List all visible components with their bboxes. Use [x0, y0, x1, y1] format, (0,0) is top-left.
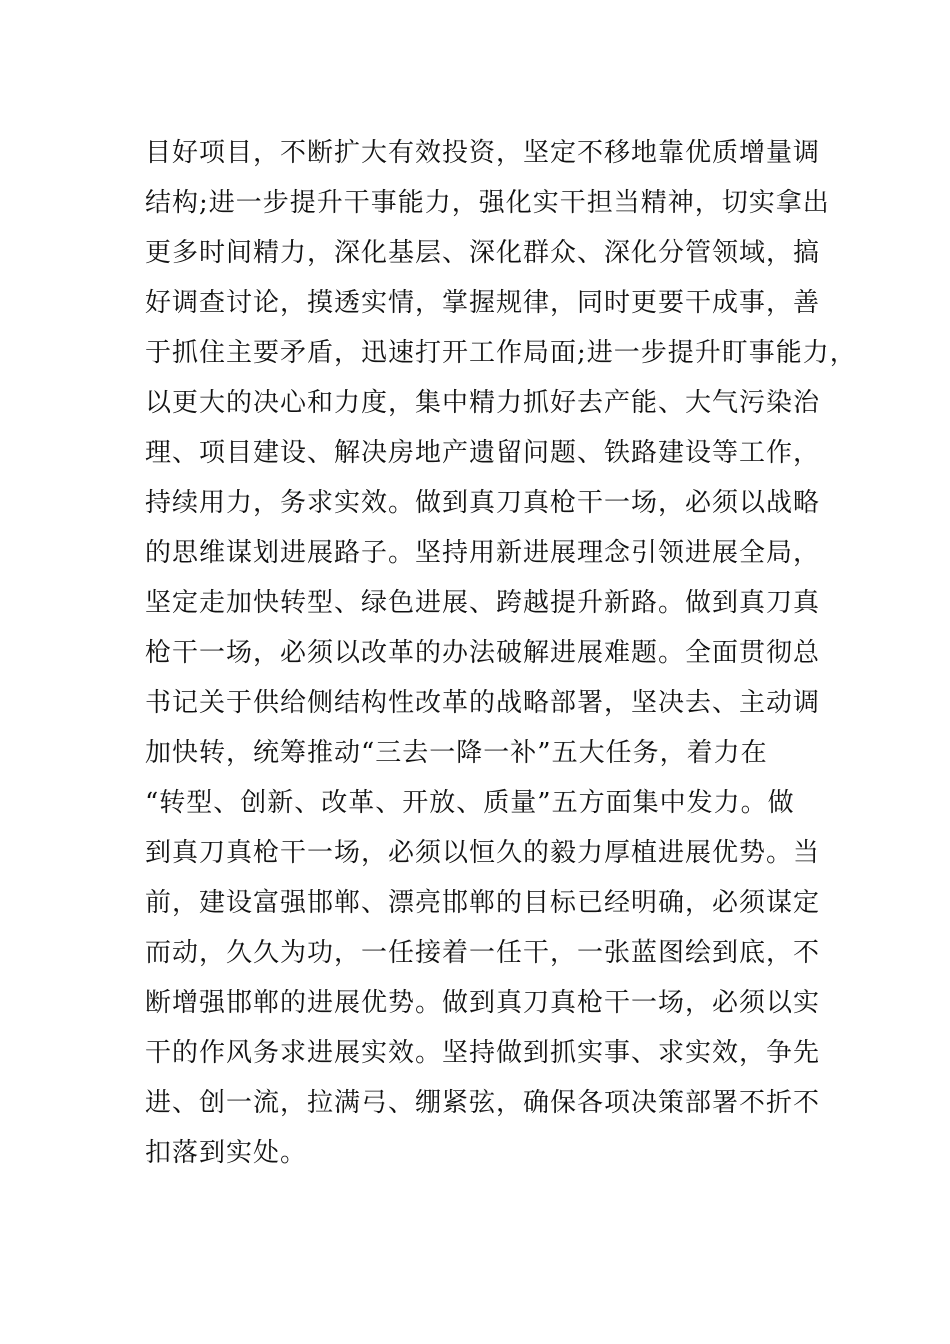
- paragraph-line: 更多时间精力，深化基层、深化群众、深化分管领域，搞: [145, 238, 821, 268]
- paragraph-line: 前，建设富强邯郸、漂亮邯郸的目标已经明确，必须谋定: [145, 888, 821, 918]
- paragraph-line: 目好项目，不断扩大有效投资，坚定不移地靠优质增量调: [145, 138, 821, 168]
- paragraph-line: 断增强邯郸的进展优势。做到真刀真枪干一场，必须以实: [145, 988, 821, 1018]
- paragraph-line: “转型、创新、改革、开放、质量”五方面集中发力。做: [145, 788, 795, 818]
- paragraph-line: 干的作风务求进展实效。坚持做到抓实事、求实效，争先: [145, 1038, 821, 1068]
- paragraph-line: 以更大的决心和力度，集中精力抓好去产能、大气污染治: [145, 388, 821, 418]
- paragraph-line: 书记关于供给侧结构性改革的战略部署，坚决去、主动调: [145, 688, 821, 718]
- paragraph-line: 好调查讨论，摸透实情，掌握规律，同时更要干成事，善: [145, 288, 821, 318]
- paragraph-line: 加快转，统筹推动“三去一降一补”五大任务，着力在: [145, 738, 768, 768]
- paragraph-line: 的思维谋划进展路子。坚持用新进展理念引领进展全局，: [145, 538, 821, 568]
- paragraph-line: 理、项目建设、解决房地产遗留问题、铁路建设等工作，: [145, 438, 821, 468]
- body-paragraph: [145, 128, 857, 1178]
- paragraph-line: 扣落到实处。: [145, 1138, 308, 1168]
- paragraph-line: 进、创一流，拉满弓、绷紧弦，确保各项决策部署不折不: [145, 1088, 821, 1118]
- paragraph-line: 到真刀真枪干一场，必须以恒久的毅力厚植进展优势。当: [145, 838, 821, 868]
- paragraph-line: 于抓住主要矛盾，迅速打开工作局面;进一步提升盯事能力，: [145, 338, 857, 368]
- paragraph-line: 坚定走加快转型、绿色进展、跨越提升新路。做到真刀真: [145, 588, 821, 618]
- paragraph-line: 而动，久久为功，一任接着一任干，一张蓝图绘到底，不: [145, 938, 821, 968]
- paragraph-line: 持续用力，务求实效。做到真刀真枪干一场，必须以战略: [145, 488, 821, 518]
- paragraph-line: 枪干一场，必须以改革的办法破解进展难题。全面贯彻总: [145, 638, 821, 668]
- paragraph-line: 结构;进一步提升干事能力，强化实干担当精神，切实拿出: [145, 188, 830, 218]
